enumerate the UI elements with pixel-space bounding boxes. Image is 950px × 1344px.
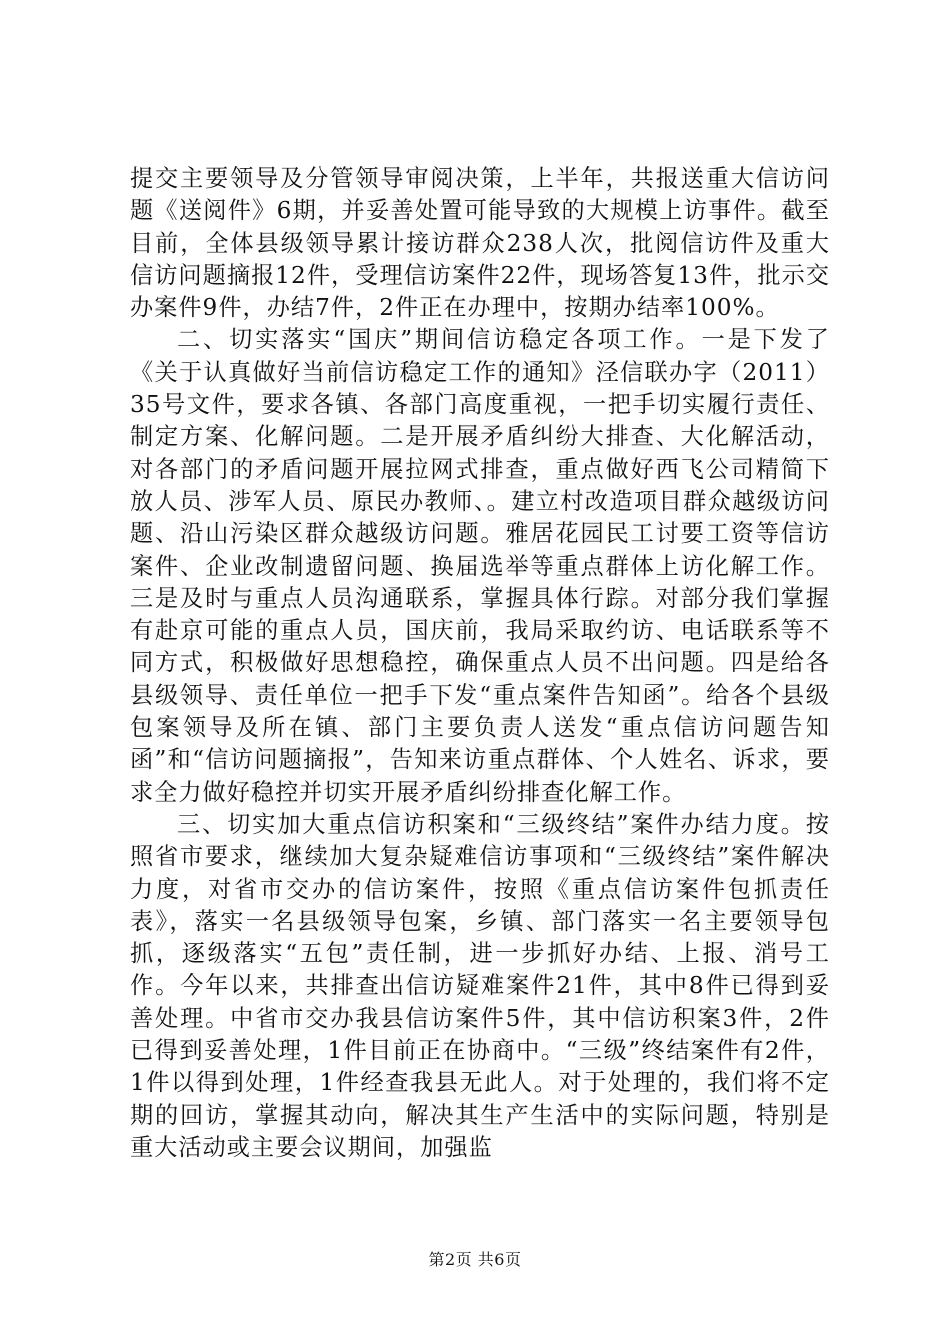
paragraph-3: 三、切实加大重点信访积案和“三级终结”案件办结力度。按照省市要求，继续加大复杂疑难信访事项和“三级终结”案件解决力度，对省市交办的信访案件，按照《重点信访案件包抓责任表》，落实一名县级领导包案，乡镇、部门落实一名主要领导包抓，逐级落实“五包”责任制，进一步抓好办结、上报、消号工作。今年以来，共排查出信访疑难案件21件，其中8件已得到妥善处理。中省市交办我县信访案件5件，其中信访积案3件，2件已得到妥善处理，1件目前正在协商中。“三级”终结案件有2件，1件以得到处理，1件经查我县无此人。对于处理的，我们将不定期的回访，掌握其动向，解决其生产生活中的实际问题，特别是重大活动或主要会议期间，加强监 [130,810,830,1161]
page-number-footer: 第2页 共6页 [428,1250,522,1269]
paragraph-2: 二、切实落实“国庆”期间信访稳定各项工作。一是下发了《关于认真做好当前信访稳定工作的通知》泾信联办字（2011）35号文件，要求各镇、各部门高度重视，一把手切实履行责任、制定方案、化解问题。二是开展矛盾纠纷大排查、大化解活动，对各部门的矛盾问题开展拉网式排查，重点做好西飞公司精简下放人员、涉军人员、原民办教师、。建立村改造项目群众越级访问题、沿山污染区群众越级访问题。雅居花园民工讨要工资等信访案件、企业改制遗留问题、换届选举等重点群体上访化解工作。三是及时与重点人员沟通联系，掌握具体行踪。对部分我们掌握有赴京可能的重点人员，国庆前，我局采取约访、电话联系等不同方式，积极做好思想稳控，确保重点人员不出问题。四是给各县级领导、责任单位一把手下发“重点案件告知函”。给各个县级包案领导及所在镇、部门主要负责人送发“重点信访问题告知函”和“信访问题摘报”，告知来访重点群体、个人姓名、诉求，要求全力做好稳控并切实开展矛盾纠纷排查化解工作。 [130,326,830,806]
paragraph-1: 提交主要领导及分管领导审阅决策，上半年，共报送重大信访问题《送阅件》6期，并妥善处置可能导致的大规模上访事件。截至目前，全体县级领导累计接访群众238人次，批阅信访件及重大信访问题摘报12件，受理信访案件22件，现场答复13件，批示交办案件9件，办结7件，2件正在办理中，按期办结率100%。 [130,165,830,322]
document-body [130,163,830,1164]
